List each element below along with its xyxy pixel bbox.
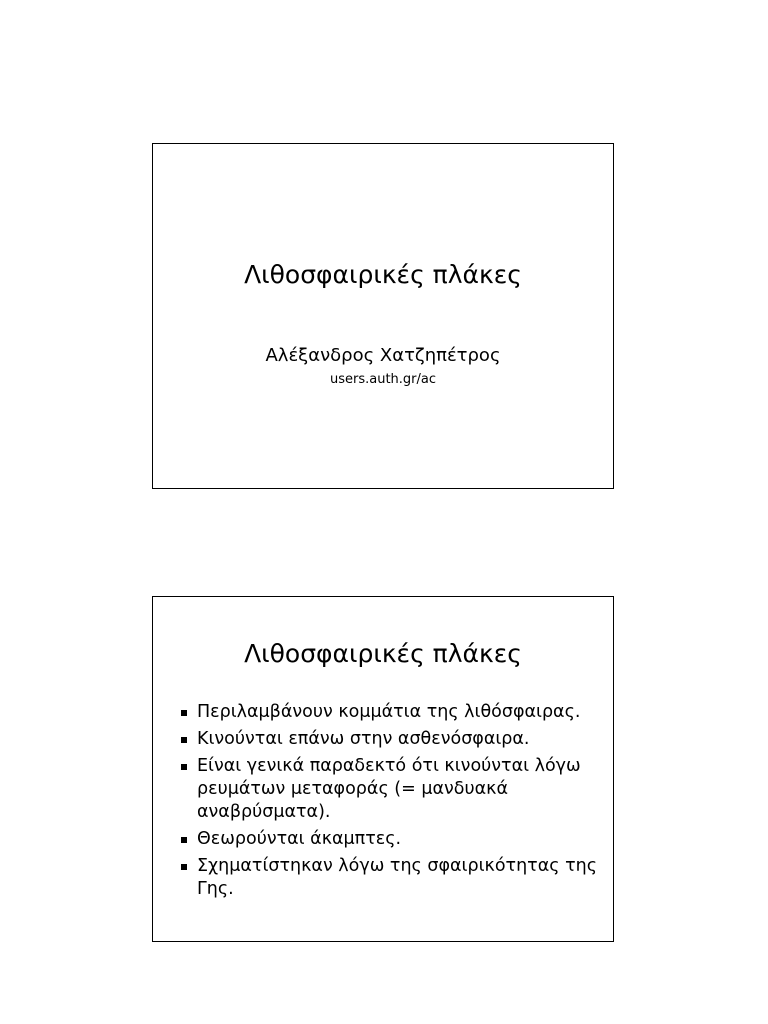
bullet-list (181, 701, 599, 905)
square-bullet-icon (181, 864, 187, 870)
slide-author: Αλέξανδρος Χατζηπέτρος (265, 345, 501, 366)
slide-title (152, 143, 614, 489)
list-item-text: Θεωρούνται άκαμπτες. (197, 829, 402, 849)
list-item-text: Περιλαμβάνουν κομμάτια της λιθόσφαιρας. (197, 702, 581, 722)
list-item (181, 701, 599, 724)
slide-url: users.auth.gr/ac (329, 372, 437, 387)
list-item (181, 755, 599, 824)
list-item-text: Σχηματίστηκαν λόγω της σφαιρικότητας της Γης. (197, 856, 597, 899)
slide-title-heading: Λιθοσφαιρικές πλάκες (244, 260, 522, 289)
list-item-text: Είναι γενικά παραδεκτό ότι κινούνται λόγω ρευμάτων μεταφοράς (= μανδυακά αναβρύσματα). (197, 756, 581, 822)
list-item (181, 855, 599, 901)
slide-content (152, 596, 614, 942)
list-item-text: Κινούνται επάνω στην ασθενόσφαιρα. (197, 729, 530, 749)
square-bullet-icon (181, 837, 187, 843)
square-bullet-icon (181, 737, 187, 743)
square-bullet-icon (181, 710, 187, 716)
square-bullet-icon (181, 764, 187, 770)
list-item (181, 728, 599, 751)
slide-content-heading: Λιθοσφαιρικές πλάκες (244, 639, 522, 668)
list-item (181, 828, 599, 851)
